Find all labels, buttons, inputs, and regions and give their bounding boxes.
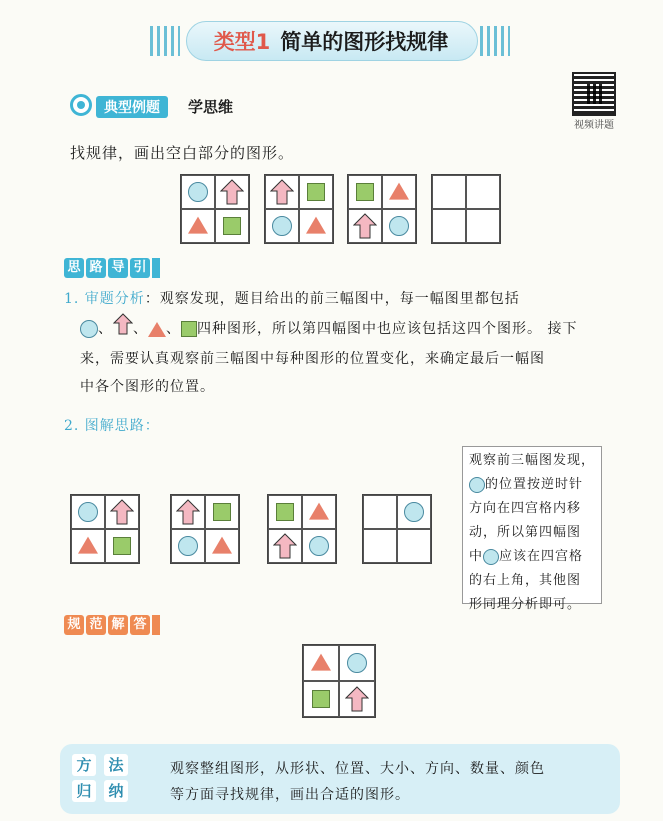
grid-cell (181, 175, 215, 209)
circle-icon (389, 216, 409, 236)
grid-cell (302, 495, 336, 529)
grid-cell (205, 495, 239, 529)
grid-cell (432, 209, 466, 243)
triangle-icon (148, 322, 166, 337)
step1-text-b: 四种图形，所以第四幅图中也应该包括这四个图形。 接下 (197, 321, 578, 337)
puzzle-grid (264, 174, 334, 244)
step1-line3: 来，需要认真观察前三幅图中每种图形的位置变化，来确定最后一幅图 (80, 351, 545, 367)
note-box (462, 446, 602, 612)
note-line: 方向在四宫格内移 (469, 501, 582, 516)
square-icon (223, 217, 241, 235)
grid-cell (71, 495, 105, 529)
circle-icon (347, 653, 367, 673)
explain-grid (70, 494, 140, 564)
answer-tag-arrow (152, 615, 160, 635)
step1-line2 (64, 313, 624, 345)
note-line (469, 545, 595, 569)
note-line: 动，所以第四幅图 (469, 525, 582, 540)
answer-tag-char: 规 (64, 615, 84, 635)
arrow-icon (353, 213, 377, 239)
target-icon (70, 94, 92, 116)
triangle-icon (212, 537, 232, 554)
arrow-icon (113, 313, 133, 345)
triangle-icon (78, 537, 98, 554)
step1-line1 (64, 285, 624, 313)
arrow-icon (345, 686, 369, 712)
circle-icon (78, 502, 98, 522)
guide-tag-char: 路 (86, 258, 106, 278)
note-line: 观察前三幅图发现， (469, 453, 596, 468)
answer-tag-char: 答 (130, 615, 150, 635)
grid-cell (215, 175, 249, 209)
step2-label: 2. 图解思路： (64, 418, 160, 434)
method-line: 观察整组图形，从形状、位置、大小、方向、数量、颜色 (170, 761, 545, 777)
arrow-icon (220, 179, 244, 205)
header-banner (150, 18, 510, 64)
square-icon (181, 321, 197, 337)
grid-cell (268, 529, 302, 563)
grid-cell (299, 175, 333, 209)
title-text: 简单的图形找规律 (280, 30, 449, 54)
grid-cell (348, 209, 382, 243)
circle-icon (80, 320, 98, 338)
circle-icon (178, 536, 198, 556)
type-label: 类型1 (213, 30, 271, 54)
square-icon (276, 503, 294, 521)
grid-cell (303, 645, 339, 681)
answer-tag-char: 解 (108, 615, 128, 635)
grid-cell (265, 175, 299, 209)
guide-tag (64, 258, 160, 278)
method-label (72, 754, 132, 802)
method-text (170, 756, 610, 808)
separator: 、 (133, 321, 148, 337)
grid-cell (302, 529, 336, 563)
arrow-icon (110, 499, 134, 525)
square-icon (213, 503, 231, 521)
grid-cell (105, 529, 139, 563)
step1-line4: 中各个图形的位置。 (80, 379, 215, 395)
answer-grid-box (302, 644, 376, 718)
answer-tag-char: 范 (86, 615, 106, 635)
grid-cell (348, 175, 382, 209)
answer-tag (64, 615, 160, 635)
square-icon (113, 537, 131, 555)
guide-tag-arrow (152, 258, 160, 278)
guide-tag-char: 思 (64, 258, 84, 278)
grid-cell (466, 175, 500, 209)
section-tag: 典型例题 (96, 96, 168, 118)
note-line (469, 473, 595, 497)
triangle-icon (188, 217, 208, 234)
guide-tag-char: 导 (108, 258, 128, 278)
grid-cell (105, 495, 139, 529)
step1-label: 1. 审题分析 (64, 291, 145, 307)
grid-cell (382, 175, 416, 209)
grid-cell (432, 175, 466, 209)
puzzle-grid (180, 174, 250, 244)
square-icon (312, 690, 330, 708)
triangle-icon (389, 183, 409, 200)
arrow-icon (273, 533, 297, 559)
note-text: 中 (469, 549, 484, 564)
method-label-char: 纳 (104, 780, 128, 802)
problem-prompt: 找规律，画出空白部分的图形。 (70, 144, 295, 162)
note-text: 的位置按逆时针 (485, 477, 584, 492)
grid-cell (363, 495, 397, 529)
grid-cell (265, 209, 299, 243)
triangle-icon (309, 503, 329, 520)
circle-icon (469, 477, 485, 493)
step1-text-a: ：观察发现，题目给出的前三幅图中，每一幅图里都包括 (144, 291, 520, 307)
section-subtitle: 学思维 (188, 98, 234, 116)
grid-cell (71, 529, 105, 563)
circle-icon (188, 182, 208, 202)
grid-cell (339, 681, 375, 717)
grid-cell (181, 209, 215, 243)
circle-icon (309, 536, 329, 556)
method-summary-box (60, 744, 620, 814)
triangle-icon (311, 654, 331, 671)
explain-grid (267, 494, 337, 564)
grid-cell (171, 529, 205, 563)
arrow-icon (176, 499, 200, 525)
triangle-icon (306, 217, 326, 234)
method-label-char: 方 (72, 754, 96, 776)
grid-cell (339, 645, 375, 681)
puzzle-grid (347, 174, 417, 244)
grid-cell (268, 495, 302, 529)
note-text: 应该在四宫格 (499, 549, 584, 564)
qr-label: 视频讲题 (574, 120, 614, 131)
note-line: 形同理分析即可。 (469, 597, 582, 612)
explain-grid (362, 494, 432, 564)
qr-code-icon[interactable] (572, 72, 616, 116)
step1-paragraph (64, 285, 624, 401)
circle-icon (272, 216, 292, 236)
banner-right-decoration (480, 26, 510, 56)
grid-cell (397, 529, 431, 563)
method-line: 等方面寻找规律，画出合适的图形。 (170, 787, 410, 803)
arrow-icon (270, 179, 294, 205)
page-title (186, 26, 476, 56)
guide-tag-char: 引 (130, 258, 150, 278)
circle-icon (483, 549, 499, 565)
square-icon (307, 183, 325, 201)
grid-cell (303, 681, 339, 717)
grid-cell (363, 529, 397, 563)
grid-cell (382, 209, 416, 243)
separator: 、 (98, 321, 113, 337)
note-line: 的右上角，其他图 (469, 573, 582, 588)
explain-grid (170, 494, 240, 564)
grid-cell (215, 209, 249, 243)
grid-cell (299, 209, 333, 243)
square-icon (356, 183, 374, 201)
separator: 、 (166, 321, 181, 337)
puzzle-grid (431, 174, 501, 244)
banner-left-decoration (150, 26, 180, 56)
grid-cell (397, 495, 431, 529)
method-label-char: 归 (72, 780, 96, 802)
grid-cell (466, 209, 500, 243)
grid-cell (205, 529, 239, 563)
grid-cell (171, 495, 205, 529)
circle-icon (404, 502, 424, 522)
method-label-char: 法 (104, 754, 128, 776)
